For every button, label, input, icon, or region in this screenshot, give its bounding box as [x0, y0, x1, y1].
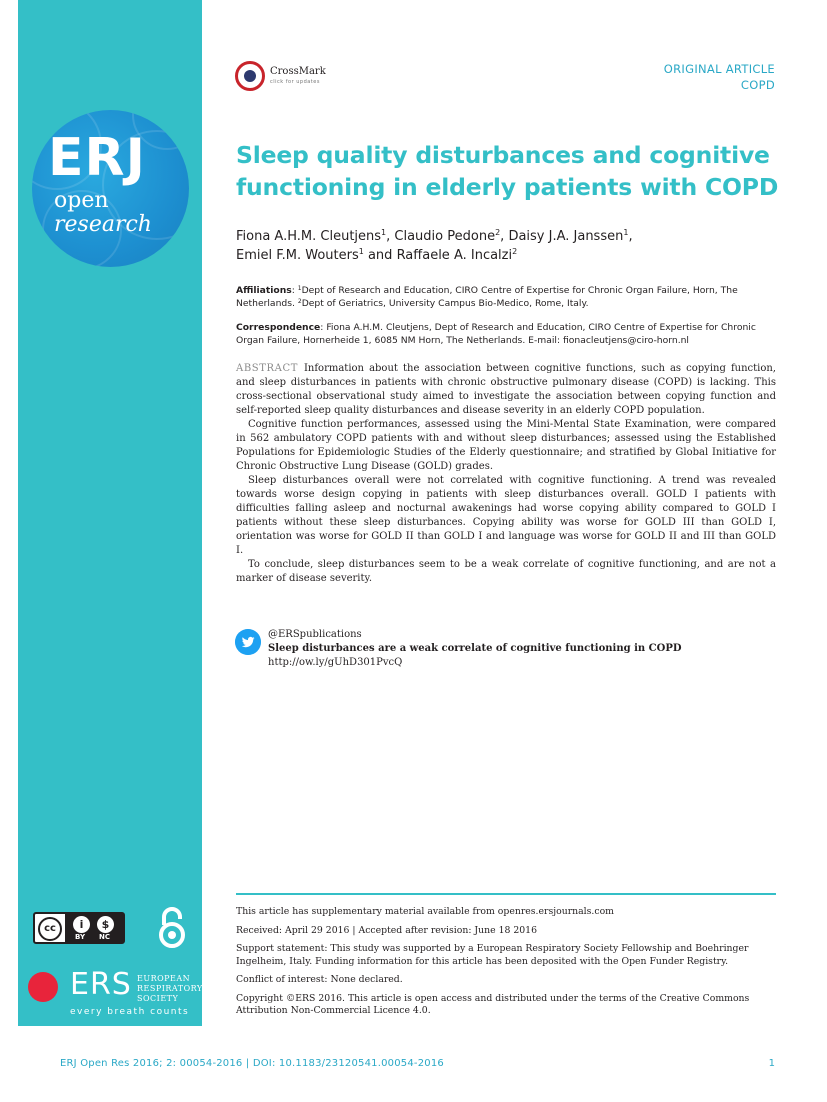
logo-erj-text: ERJ [48, 128, 146, 188]
author-name: Claudio Pedone [394, 229, 496, 244]
author-name: Fiona A.H.M. Cleutjens [236, 229, 382, 244]
author-name: Daisy J.A. Janssen [508, 229, 624, 244]
article-footnotes [236, 906, 776, 1024]
cc-by-label: BY [75, 933, 86, 941]
affiliations: Affiliations: $^1$Dept of Research and Education, CIRO Centre of Expertise for Chronic Organ Failure, Horn, The Netherlands. $^2$Dept of Geriatrics, University Campus Bio-Medico, Rome, Italy. [236, 285, 738, 309]
logo-research-text: research [54, 212, 152, 237]
citation-doi[interactable]: ERJ Open Res 2016; 2: 00054-2016 | DOI: 10.1183/23120541.00054-2016 [60, 1058, 444, 1069]
tweet-link[interactable]: http://ow.ly/gUhD301PvcQ [268, 657, 403, 668]
ers-tagline: every breath counts [70, 1007, 190, 1017]
crossmark-title: CrossMark [270, 66, 326, 77]
non-commercial-icon: $ [97, 916, 114, 933]
twitter-bird-icon[interactable] [235, 629, 261, 655]
cc-nc-label: NC [99, 933, 110, 941]
support-statement: Support statement: This study was supported by a European Respiratory Society Fellowship and Boehringer Ingelheim, Italy. Funding information for this article has been deposited with the Open Funder Registry. [236, 943, 749, 967]
received-accepted-dates: Received: April 29 2016 | Accepted after revision: June 18 2016 [236, 924, 538, 936]
correspondence: Correspondence: Fiona A.H.M. Cleutjens, Dept of Research and Education, CIRO Centre of Expertise for Chronic Organ Failure, Hornerheide 1, 6085 NM Horn, The Netherlands. E-mail: fionacleutjens@ciro-horn.nl [236, 322, 756, 346]
abstract: ABSTRACT Information about the association between cognitive functions, such as copying function, and sleep disturbances in patients with chronic obstructive pulmonary disease (COPD) is lacking. This cross-sectional observational study aimed to investigate the association between copying function and self-reported sleep quality disturbances and disease severity in an elderly COPD population. Cognitive function performances, assessed using the Mini-Mental State Examination, were compared in 562 ambulatory COPD patients with and without sleep disturbances; assessed using the Established Populations for Epidemiologic Studies of the Elderly questionnaire; and stratified by Global Initiative for Chronic Obstructive Lung Disease (GOLD) grades. Sleep disturbances overall were not correlated with cognitive functioning. A trend was revealed towards worse design copying in patients with sleep disturbances overall. GOLD I patients with difficulties falling asleep and nocturnal awakenings had worse copying ability compared to GOLD I patients without these sleep disturbances. Copying ability was worse for GOLD III than GOLD I, orientation was worse for GOLD II than GOLD I and language was worse for GOLD II and III than GOLD I. To conclude, sleep disturbances seem to be a weak correlate of cognitive functioning, and are not a marker of disease severity. [236, 363, 776, 584]
tweet-block [268, 628, 768, 670]
author-name: Emiel F.M. Wouters [236, 248, 359, 263]
tweet-text: Sleep disturbances are a weak correlate of cognitive functioning in COPD [268, 643, 682, 654]
open-access-lock-icon [157, 905, 187, 949]
copyright-notice: Copyright ©ERS 2016. This article is open access and distributed under the terms of the Creative Commons Attribution Non-Commercial Licence 4.0. [236, 992, 750, 1016]
author-list: Fiona A.H.M. Cleutjens$^1$, Claudio Pedone$^2$, Daisy J.A. Janssen$^1$, Emiel F.M. Wouters$^1$ and Raffaele A. Incalzi$^2$ [236, 228, 633, 263]
supplementary-note: This article has supplementary material available from openres.ersjournals.com [236, 906, 614, 917]
ers-logo-text: ERS [70, 967, 132, 1002]
crossmark-button[interactable] [235, 61, 325, 91]
article-type-header [664, 61, 775, 93]
crossmark-subtitle: click for updates [270, 79, 320, 85]
conflict-of-interest: Conflict of interest: None declared. [236, 974, 403, 985]
creative-commons-license-badge[interactable] [33, 912, 125, 944]
article-title: Sleep quality disturbances and cognitive functioning in elderly patients with COPD [236, 141, 779, 201]
cc-icon: cc [38, 917, 62, 941]
logo-open-text: open [54, 188, 109, 213]
ers-lungs-icon [28, 972, 58, 1002]
author-name: Raffaele A. Incalzi [396, 248, 513, 263]
crossmark-icon [235, 61, 265, 91]
article-section: COPD [740, 78, 775, 92]
page-number: 1 [768, 1058, 775, 1069]
footer-divider [236, 893, 776, 895]
ers-society-name: EUROPEAN RESPIRATORY SOCIETY [137, 974, 203, 1003]
twitter-handle[interactable]: @ERSpublications [268, 629, 362, 640]
abstract-label: ABSTRACT [236, 363, 298, 374]
article-type: ORIGINAL ARTICLE [663, 62, 775, 76]
attribution-person-icon: i [73, 916, 90, 933]
